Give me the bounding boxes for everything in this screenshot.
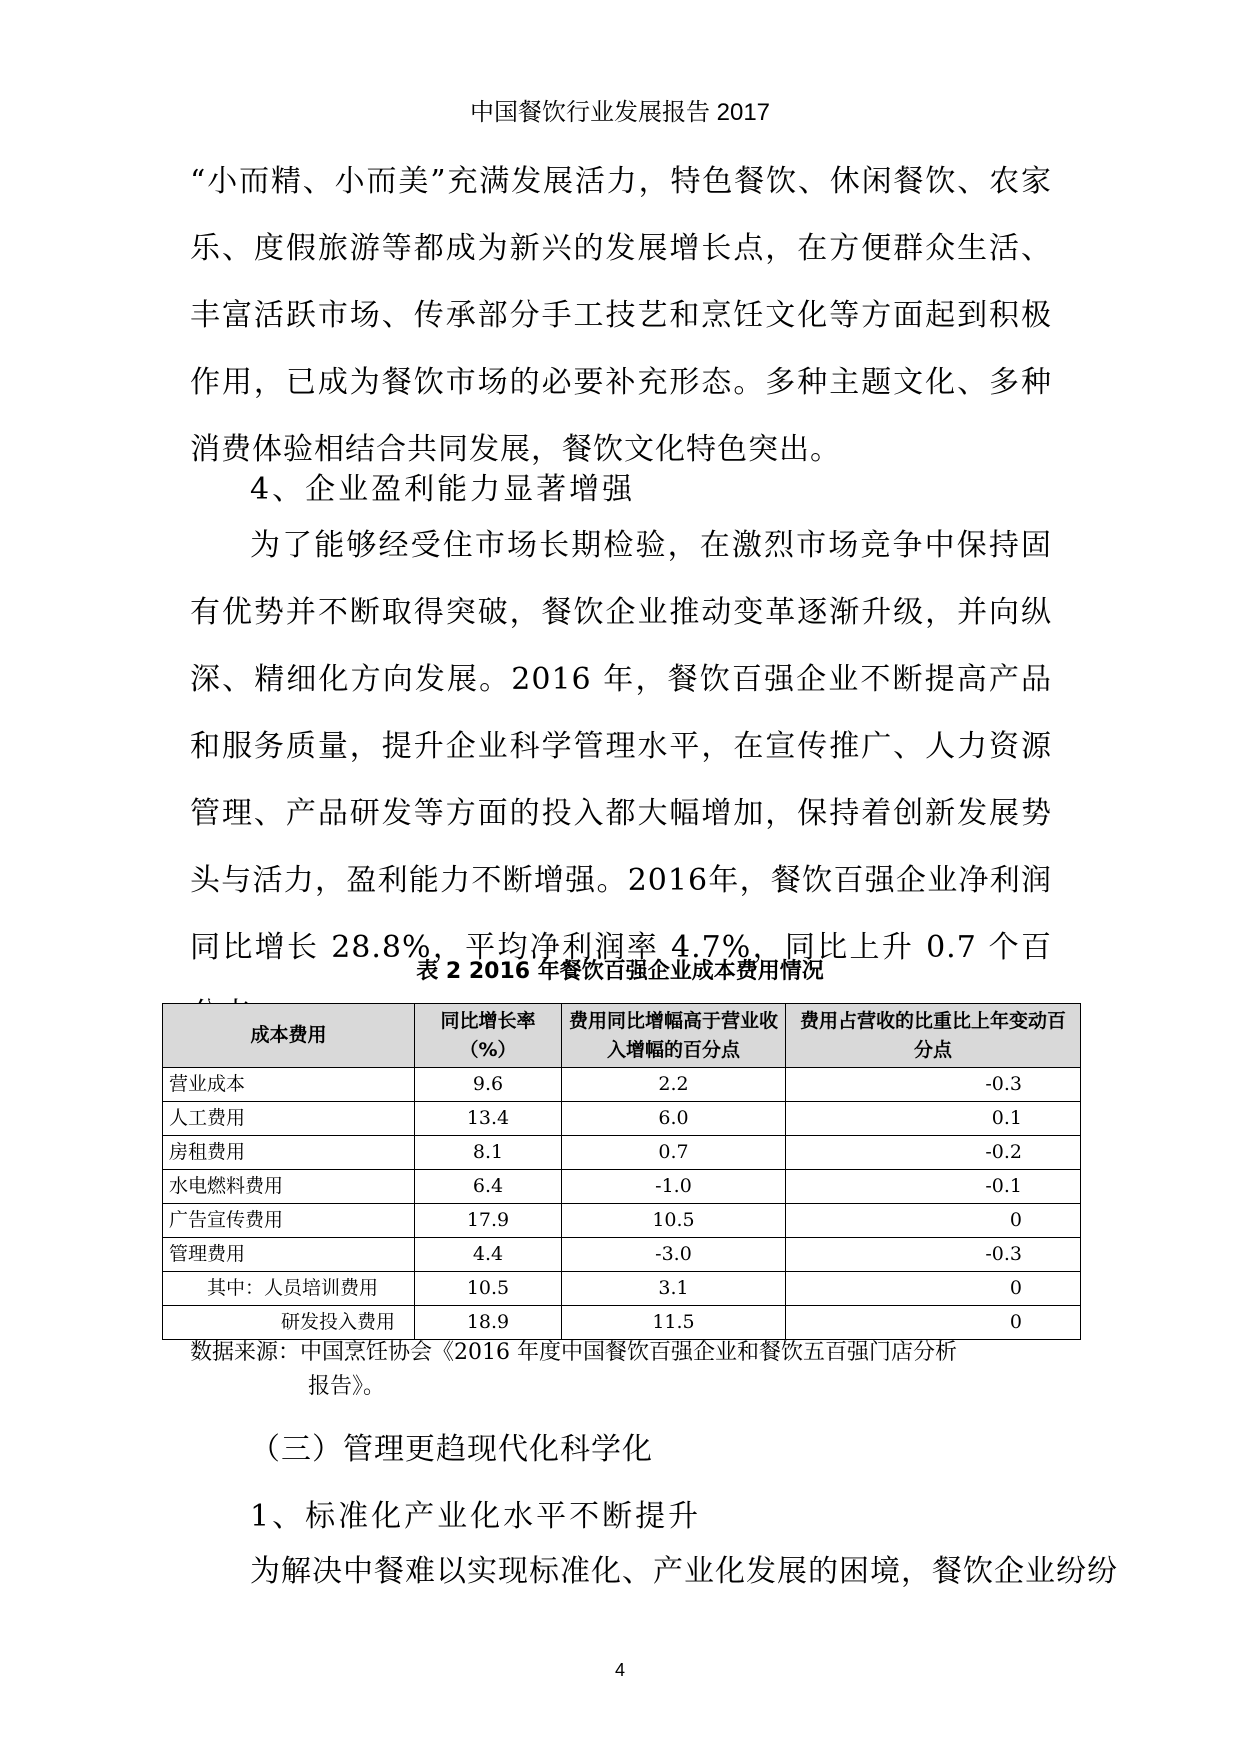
table-source-note [190, 1336, 1070, 1404]
row-label: 管理费用 [163, 1238, 415, 1272]
cell-share-change: -0.1 [786, 1170, 1081, 1204]
header-cost-item: 成本费用 [163, 1004, 415, 1068]
row-label: 水电燃料费用 [163, 1170, 415, 1204]
cell-growth: 8.1 [415, 1136, 562, 1170]
header-growth-rate: 同比增长率（%） [415, 1004, 562, 1068]
section-heading: （三）管理更趋现代化科学化 [250, 1432, 653, 1467]
cell-share-change: -0.2 [786, 1136, 1081, 1170]
cell-over-revenue: 3.1 [562, 1272, 786, 1306]
cell-share-change: 0 [786, 1306, 1081, 1340]
cost-table [162, 1003, 1081, 1340]
cell-share-change: -0.3 [786, 1068, 1081, 1102]
subheading-4: 4、企业盈利能力显著增强 [250, 472, 636, 507]
table-row [163, 1306, 1081, 1340]
page-number: 4 [614, 1660, 625, 1680]
table-row [163, 1170, 1081, 1204]
table-header-row [163, 1004, 1081, 1068]
paragraph-1 [190, 148, 1052, 483]
cell-over-revenue: 0.7 [562, 1136, 786, 1170]
cell-growth: 6.4 [415, 1170, 562, 1204]
cell-over-revenue: -3.0 [562, 1238, 786, 1272]
paragraph-1-text: “小而精、小而美”充满发展活力，特色餐饮、休闲餐饮、农家乐、度假旅游等都成为新兴的发展增长点，在方便群众生活、丰富活跃市场、传承部分手工技艺和烹饪文化等方面起到积极作用，已成为餐饮市场的必要补充形态。多种主题文化、多种消费体验相结合共同发展，餐饮文化特色突出。 [190, 164, 1052, 467]
cell-share-change: -0.3 [786, 1238, 1081, 1272]
cell-over-revenue: 2.2 [562, 1068, 786, 1102]
cell-share-change: 0 [786, 1272, 1081, 1306]
row-label: 营业成本 [163, 1068, 415, 1102]
paragraph-3-text: 为解决中餐难以实现标准化、产业化发展的困境，餐饮企业纷纷 [250, 1554, 1118, 1589]
cell-growth: 18.9 [415, 1306, 562, 1340]
table-row [163, 1102, 1081, 1136]
table-caption: 表 2 2016 年餐饮百强企业成本费用情况 [416, 959, 824, 984]
paragraph-2-text: 为了能够经受住市场长期检验，在激烈市场竞争中保持固有优势并不断取得突破，餐饮企业推动变革逐渐升级，并向纵深、精细化方向发展。2016 年，餐饮百强企业不断提高产品和服务质量，提升企业科学管理水平，在宣传推广、人力资源管理、产品研发等方面的投入都大幅增加，保持着创新发展势头与活力，盈利能力不断增强。2016年，餐饮百强企业净利润同比增长 28.8%，平均净利润率 4.7%，同比上升 0.7 个百 [190, 528, 1052, 965]
row-label: 其中：人员培训费用 [163, 1272, 415, 1306]
page-header: 中国餐饮行业发展报告 2017 [469, 99, 771, 126]
table-row [163, 1272, 1081, 1306]
row-label: 广告宣传费用 [163, 1204, 415, 1238]
row-label: 研发投入费用 [163, 1306, 415, 1340]
cell-share-change: 0 [786, 1204, 1081, 1238]
source-line-2: 报告》。 [308, 1374, 386, 1399]
row-label: 人工费用 [163, 1102, 415, 1136]
cell-growth: 10.5 [415, 1272, 562, 1306]
cell-growth: 9.6 [415, 1068, 562, 1102]
cell-over-revenue: -1.0 [562, 1170, 786, 1204]
cell-over-revenue: 10.5 [562, 1204, 786, 1238]
table-row [163, 1204, 1081, 1238]
cell-share-change: 0.1 [786, 1102, 1081, 1136]
table-row [163, 1068, 1081, 1102]
cell-growth: 4.4 [415, 1238, 562, 1272]
table-row [163, 1238, 1081, 1272]
cell-growth: 17.9 [415, 1204, 562, 1238]
header-share-change: 费用占营收的比重比上年变动百分点 [786, 1004, 1081, 1068]
table-row [163, 1136, 1081, 1170]
cell-over-revenue: 6.0 [562, 1102, 786, 1136]
row-label: 房租费用 [163, 1136, 415, 1170]
cell-growth: 13.4 [415, 1102, 562, 1136]
source-line-1: 数据来源：中国烹饪协会《2016 年度中国餐饮百强企业和餐饮五百强门店分析 [190, 1340, 957, 1365]
cell-over-revenue: 11.5 [562, 1306, 786, 1340]
subheading-1: 1、标准化产业化水平不断提升 [250, 1499, 702, 1534]
header-growth-over-revenue: 费用同比增幅高于营业收入增幅的百分点 [562, 1004, 786, 1068]
